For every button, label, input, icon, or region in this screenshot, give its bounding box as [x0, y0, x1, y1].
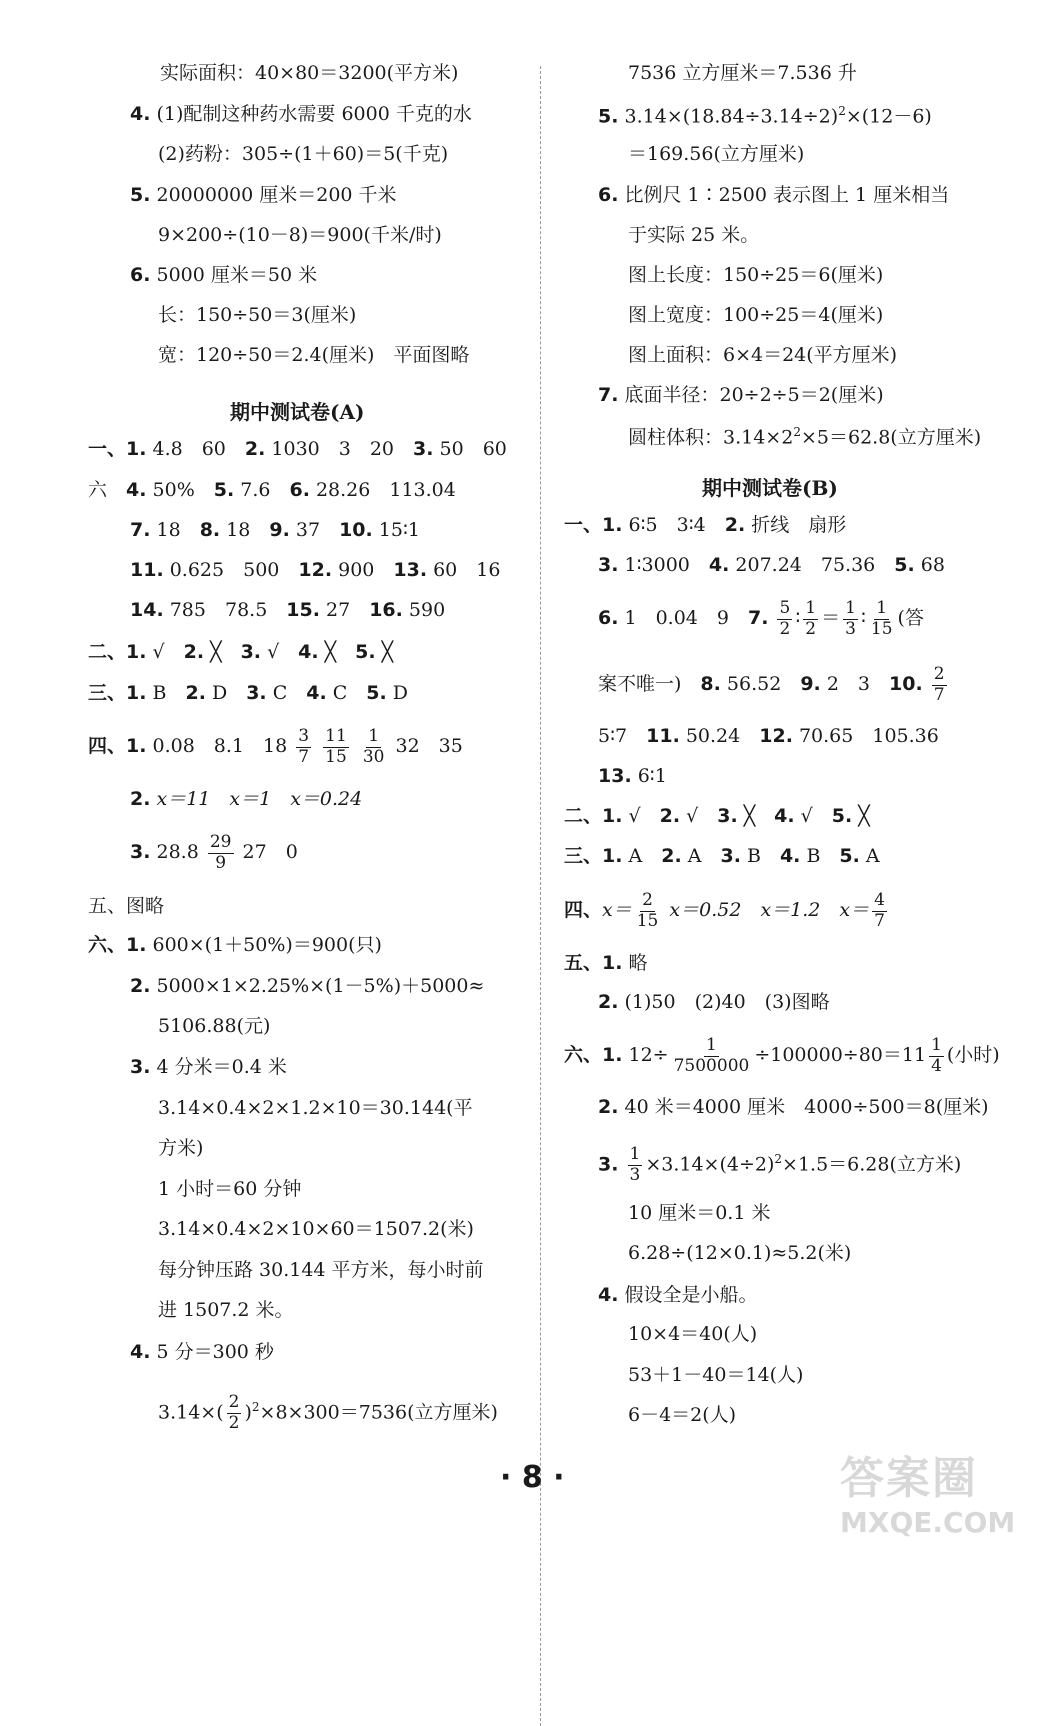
answer-line: 6. 1 0.04 9 7. $\frac{5}{2}$ ∶ $\frac{1}{2}$ ＝ $\frac{1}{3}$ ∶ $\frac{1}{15}$ (答	[598, 597, 924, 639]
answer-line: 宽：120÷50＝2.4(厘米) 平面图略	[158, 344, 470, 366]
answer-line: 案不唯一) 8. 56.52 9. 2 3 10. $\frac{2}{7}$	[598, 663, 945, 705]
answer-line: 五、1. 略	[564, 952, 648, 974]
answer-line: 2. (1)50 (2)40 (3)图略	[598, 991, 830, 1013]
answer-line: 六、1. 12÷ $\frac{1}{7500000}$ ÷100000÷80＝11 $\frac{1}{4}$ (小时)	[564, 1034, 1000, 1076]
answer-line: 7536 立方厘米＝7.536 升	[628, 62, 857, 84]
fraction: $\frac{3}{7}$	[298, 725, 310, 767]
answer-line: 11. 0.625 500 12. 900 13. 60 16	[130, 559, 501, 581]
answer-line: 进 1507.2 米。	[158, 1299, 294, 1321]
fraction: $\frac{1}{30}$	[362, 725, 385, 767]
answer-line: 53＋1－40＝14(人)	[628, 1364, 804, 1386]
answer-line: 于实际 25 米。	[628, 224, 760, 246]
answer-line: 4. (1)配制这种药水需要 6000 千克的水	[130, 103, 472, 125]
fraction: $\frac{5}{2}$	[779, 597, 791, 639]
answer-line: 2. 5000×1×2.25%×(1－5%)＋5000≈	[130, 975, 485, 997]
answer-line: 4. 5 分＝300 秒	[130, 1341, 274, 1363]
answer-line: 7. 18 8. 18 9. 37 10. 15∶1	[130, 519, 420, 541]
answer-line: 3. 28.8 $\frac{29}{9}$ 27 0	[130, 831, 298, 873]
fraction: $\frac{1}{4}$	[931, 1034, 942, 1076]
fraction: $\frac{1}{7500000}$	[673, 1034, 750, 1076]
answer-line: (2)药粉：305÷(1＋60)＝5(千克)	[158, 143, 449, 165]
answer-line: 3. 4 分米＝0.4 米	[130, 1056, 287, 1078]
answer-line: 五、图略	[88, 895, 165, 917]
answer-line: 5106.88(元)	[158, 1015, 271, 1037]
answer-line: 2. 40 米＝4000 厘米 4000÷500＝8(厘米)	[598, 1096, 989, 1118]
watermark-logo: 答案圈 MXQE.COM	[840, 1453, 1016, 1539]
answer-line: 6. 比例尺 1∶2500 表示图上 1 厘米相当	[598, 184, 950, 206]
section-title: 期中测试卷(B)	[702, 476, 838, 500]
answer-line: 二、1. √ 2. ╳ 3. √ 4. ╳ 5. ╳	[88, 641, 394, 663]
fraction: $\frac{1}{15}$	[870, 597, 893, 639]
answer-line: 6－4＝2(人)	[628, 1404, 737, 1426]
fraction: $\frac{1}{3}$	[629, 1143, 641, 1185]
answer-line: 4. 假设全是小船。	[598, 1284, 758, 1306]
fraction: $\frac{29}{9}$	[209, 831, 232, 873]
answer-line: 13. 6∶1	[598, 765, 667, 787]
answer-line: 3. 1∶3000 4. 207.24 75.36 5. 68	[598, 554, 945, 576]
fraction: $\frac{4}{7}$	[874, 889, 885, 931]
answer-line: 10×4＝40(人)	[628, 1323, 758, 1345]
answer-line: 6.28÷(12×0.1)≈5.2(米)	[628, 1242, 852, 1264]
answer-line: 3.14×0.4×2×1.2×10＝30.144(平	[158, 1097, 473, 1119]
answer-line: 四、1. 0.08 8.1 18 $\frac{3}{7}$ $\frac{11}{15}$ $\frac{1}{30}$ 32 35	[88, 725, 463, 767]
fraction: $\frac{1}{3}$	[845, 597, 856, 639]
fraction: $\frac{2}{15}$	[636, 889, 659, 931]
answer-line: 图上长度：150÷25＝6(厘米)	[628, 264, 884, 286]
answer-line: 二、1. √ 2. √ 3. ╳ 4. √ 5. ╳	[564, 805, 870, 827]
answer-line: 1 小时＝60 分钟	[158, 1178, 302, 1200]
answer-line: 三、1. B 2. D 3. C 4. C 5. D	[88, 682, 409, 704]
answer-line: 三、1. A 2. A 3. B 4. B 5. A	[564, 845, 880, 867]
answer-line: 5∶7 11. 50.24 12. 70.65 105.36	[598, 725, 939, 747]
answer-line: 长：150÷50＝3(厘米)	[158, 304, 357, 326]
answer-line: 3. $\frac{1}{3}$ $\times 3.14\times(4\div 2)^2\times 1.5=6.28$(立方米)	[598, 1143, 962, 1185]
answer-line: 9×200÷(10－8)＝900(千米/时)	[158, 224, 442, 246]
answer-line: 一、1. 4.8 60 2. 1030 3 20 3. 50 60	[88, 438, 507, 460]
section-title: 期中测试卷(A)	[230, 400, 365, 424]
answer-line: 10 厘米＝0.1 米	[628, 1202, 771, 1224]
answer-line: 6. 5000 厘米＝50 米	[130, 264, 318, 286]
answer-line: 图上面积：6×4＝24(平方厘米)	[628, 344, 898, 366]
fraction: $\frac{1}{2}$	[805, 597, 817, 639]
answer-line: 四、x＝ $\frac{2}{15}$ x＝0.52 x＝1.2 x＝ $\frac{4}{7}$	[564, 889, 885, 931]
answer-line: 7. 底面半径：20÷2÷5＝2(厘米)	[598, 384, 884, 406]
answer-line: ＝169.56(立方厘米)	[628, 143, 805, 165]
answer-line: 每分钟压路 30.144 平方米，每小时前	[158, 1259, 484, 1281]
answer-line: 图上宽度：100÷25＝4(厘米)	[628, 304, 884, 326]
answer-line: 14. 785 78.5 15. 27 16. 590	[130, 599, 446, 621]
answer-line: 3.14×( $\frac{2}{2}$ )$^2$×8×300＝7536(立方厘米)	[158, 1391, 498, 1433]
answer-line: 5. $3.14\times(18.84\div 3.14\div 2)^2\times(12-6)$	[598, 104, 932, 128]
answer-line: 六、1. 600×(1＋50%)＝900(只)	[88, 934, 382, 956]
answer-line: 3.14×0.4×2×10×60＝1507.2(米)	[158, 1218, 474, 1240]
answer-line: 方米)	[158, 1137, 204, 1159]
answer-line: 六 4. 50% 5. 7.6 6. 28.26 113.04	[88, 479, 456, 501]
answer-line: 5. 20000000 厘米＝200 千米	[130, 184, 397, 206]
fraction: $\frac{2}{2}$	[228, 1391, 240, 1433]
page-number: · 8 ·	[500, 1460, 565, 1495]
answer-line: 圆柱体积：$3.14\times 2^2\times 5=62.8$(立方厘米)	[628, 425, 982, 449]
answer-line: 实际面积：40×80＝3200(平方米)	[160, 62, 459, 84]
fraction: $\frac{11}{15}$	[325, 725, 347, 767]
answer-line: 一、1. 6∶5 3∶4 2. 折线 扇形	[564, 514, 847, 536]
answer-line: 2. x＝11 x＝1 x＝0.24	[130, 788, 363, 810]
fraction: $\frac{2}{7}$	[933, 663, 945, 705]
